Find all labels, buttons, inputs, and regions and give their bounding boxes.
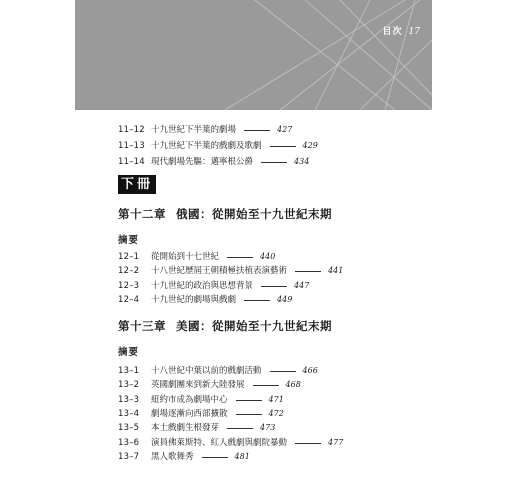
leader-line <box>244 300 270 301</box>
entry-number: 12–4 <box>118 295 140 305</box>
entry-page: 471 <box>268 395 284 404</box>
chapter-number: 第十三章 <box>118 319 166 333</box>
toc-entry[interactable] <box>118 156 309 168</box>
entry-page: 473 <box>260 423 276 432</box>
entry-number: 13–1 <box>118 366 140 376</box>
entry-number: 13–6 <box>118 438 140 448</box>
entry-page: 447 <box>294 281 310 290</box>
entry-page: 472 <box>268 409 284 418</box>
entry-title: 十九世紀的劇場與戲劇 <box>151 295 237 305</box>
entry-page: 429 <box>302 141 318 150</box>
entry-number: 13–2 <box>118 380 140 390</box>
running-header <box>383 24 420 37</box>
chapter-title: 美國：從開始至十九世紀末期 <box>176 319 332 333</box>
entry-title: 英國劇團來到新大陸發展 <box>151 380 245 390</box>
entry-title: 從開始到十七世紀 <box>151 252 220 262</box>
toc-entry[interactable] <box>118 251 275 263</box>
chapter-heading[interactable] <box>118 318 332 334</box>
leader-line <box>253 385 279 386</box>
leader-line <box>227 428 253 429</box>
toc-entry[interactable] <box>118 124 292 136</box>
leader-line <box>270 371 296 372</box>
summary-heading[interactable]: 摘要 <box>118 347 140 358</box>
entry-title: 黑人歌舞秀 <box>151 452 194 462</box>
entry-title: 劇場逐漸向西部擴散 <box>151 409 228 419</box>
entry-page: 481 <box>234 452 250 461</box>
volume-label: 下冊 <box>118 175 156 194</box>
toc-entry[interactable] <box>118 140 318 152</box>
entry-title: 本土戲劇生根發芽 <box>151 423 220 433</box>
toc-entry[interactable] <box>118 379 301 391</box>
entry-number: 13–4 <box>118 409 140 419</box>
leader-line <box>261 162 287 163</box>
leader-line <box>202 457 228 458</box>
toc-entry[interactable] <box>118 294 292 306</box>
toc-entry[interactable] <box>118 394 284 406</box>
entry-number: 12–3 <box>118 281 140 291</box>
toc-entry[interactable] <box>118 408 284 420</box>
entry-page: 441 <box>328 266 344 275</box>
entry-title: 十九世紀下半葉的劇場 <box>151 125 237 135</box>
header-band <box>75 0 432 110</box>
entry-number: 12–2 <box>118 266 140 276</box>
leader-line <box>261 286 287 287</box>
chapter-title: 俄國：從開始至十九世紀末期 <box>176 207 332 221</box>
entry-title: 十八世紀中葉以前的戲劇活動 <box>151 366 262 376</box>
decorative-lines <box>75 0 432 110</box>
leader-line <box>227 257 253 258</box>
leader-line <box>244 130 270 131</box>
header-title: 目次 <box>382 27 403 37</box>
header-page-number: 17 <box>408 27 420 37</box>
toc-entry[interactable] <box>118 451 250 463</box>
entry-number: 13–3 <box>118 395 140 405</box>
entry-title: 現代劇場先驅：邁寧根公爵 <box>151 157 254 167</box>
entry-page: 466 <box>302 366 318 375</box>
entry-page: 427 <box>277 125 293 134</box>
entry-number: 13–5 <box>118 423 140 433</box>
toc-entry[interactable] <box>118 280 309 292</box>
entry-number: 12–1 <box>118 252 140 262</box>
entry-title: 演員佛萊斯特、紅人戲劇與劇院暴動 <box>151 438 288 448</box>
toc-entry[interactable] <box>118 265 343 277</box>
leader-line <box>295 271 321 272</box>
leader-line <box>270 146 296 147</box>
leader-line <box>236 414 262 415</box>
toc-entry[interactable] <box>118 422 275 434</box>
entry-number: 11–12 <box>118 125 145 135</box>
entry-title: 十八世紀歷屆王朝積極扶植表演藝術 <box>151 266 288 276</box>
entry-page: 434 <box>294 157 310 166</box>
entry-number: 13–7 <box>118 452 140 462</box>
toc-entry[interactable] <box>118 437 343 449</box>
entry-number: 11–14 <box>118 157 145 167</box>
toc-entry[interactable] <box>118 365 318 377</box>
leader-line <box>295 443 321 444</box>
entry-page: 477 <box>328 438 344 447</box>
entry-page: 468 <box>285 380 301 389</box>
entry-number: 11–13 <box>118 141 145 151</box>
leader-line <box>236 400 262 401</box>
summary-heading[interactable]: 摘要 <box>118 235 140 246</box>
chapter-heading[interactable] <box>118 206 332 222</box>
entry-title: 十九世紀下半葉的戲劇及歌劇 <box>151 141 262 151</box>
entry-page: 440 <box>260 252 276 261</box>
entry-title: 十九世紀的政治與思想背景 <box>151 281 254 291</box>
entry-title: 紐約市成為劇場中心 <box>151 395 228 405</box>
chapter-number: 第十二章 <box>118 207 166 221</box>
entry-page: 449 <box>277 295 293 304</box>
